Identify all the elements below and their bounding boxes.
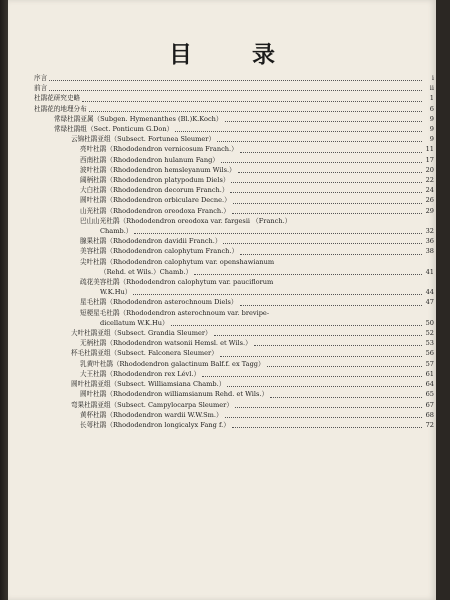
dot-leader [175,131,422,132]
toc-entry-label: 云锦杜鹃亚组（Subsect. Fortunea Sleumer） [71,135,216,144]
toc-entry [34,257,434,267]
toc-page-number: 11 [425,145,434,154]
toc-entry-label: 美容杜鹃（Rhododendron calophytum Franch.） [80,247,239,256]
table-of-contents [34,73,434,430]
toc-page-number: 44 [425,288,434,297]
toc-entry-label: 山光杜鹃（Rhododendron oreodoxa Franch.） [80,206,230,215]
toc-entry-label: 阔柄杜鹃（Rhododendron platypodum Diels） [80,176,230,185]
toc-page-number: 57 [425,359,434,368]
dot-leader [223,243,422,244]
toc-entry-label: 大白杜鹃（Rhododendron decorum Franch.） [80,186,229,195]
dot-leader [217,141,422,142]
toc-entry [34,206,434,216]
toc-page-number: 29 [425,206,434,215]
toc-entry [34,73,434,83]
dot-leader [49,90,422,91]
toc-entry [34,124,434,134]
toc-page-number: 47 [425,298,434,307]
dot-leader [231,182,422,183]
dot-leader [202,376,422,377]
toc-entry-continuation [34,287,434,297]
toc-page-number: 9 [429,125,434,134]
toc-entry [34,216,434,226]
toc-entry [34,246,434,256]
dot-leader [233,203,422,204]
toc-continuation-label: Chamb.） [100,227,133,236]
toc-entry [34,83,434,93]
dot-leader [267,366,422,367]
toc-entry [34,379,434,389]
toc-page-number: 26 [425,196,434,205]
toc-page-number: 61 [425,369,434,378]
toc-entry-label: 常绿杜鹃组（Sect. Ponticum G.Don） [54,125,174,134]
toc-entry [34,144,434,154]
toc-page-number: 56 [425,349,434,358]
toc-entry-label: 亮叶杜鹃（Rhododendron vernicosum Franch.） [80,145,238,154]
toc-entry [34,410,434,420]
toc-entry-label: 圆叶杜鹃亚组（Subsect. Williamsiana Chamb.） [71,380,226,389]
dot-leader [82,101,422,102]
toc-entry-label: 杜鹃花研究史略 [34,94,81,103]
dot-leader [220,356,422,357]
dot-leader [133,294,422,295]
toc-entry-label: 西南杜鹃（Rhododendron hulanum Fang） [80,155,219,164]
toc-entry [34,328,434,338]
dot-leader [235,407,422,408]
toc-entry-label: 圆叶杜鹃（Rhododendron williamsianum Rehd. et Wils.） [80,390,269,399]
dot-leader [240,305,422,306]
toc-continuation-label: （Rehd. et Wils.）Chamb.） [100,267,193,276]
dot-leader [240,254,422,255]
toc-page-number: 6 [429,104,434,113]
dot-leader [270,397,422,398]
dot-leader [230,192,422,193]
dot-leader [227,386,422,387]
toc-page-number: 36 [425,237,434,246]
toc-page-number: 68 [425,410,434,419]
toc-entry [34,175,434,185]
toc-entry-label: 杜鹃花的地理分布 [34,104,87,113]
dot-leader [89,111,422,112]
toc-entry [34,104,434,114]
toc-page-number: 50 [425,318,434,327]
toc-entry [34,165,434,175]
toc-continuation-label: dicellatum W.K.Hu） [100,318,169,327]
toc-page-number: 17 [425,155,434,164]
toc-entry [34,369,434,379]
dot-leader [225,121,422,122]
toc-entry-label: 星毛杜鹃（Rhododendron asterochnoum Diels） [80,298,238,307]
toc-entry [34,338,434,348]
dot-leader [171,325,422,326]
toc-entry [34,236,434,246]
dot-leader [134,233,422,234]
toc-continuation-label: W.K.Hu） [100,288,132,297]
toc-entry-continuation [34,267,434,277]
toc-entry-label: 短梗星毛杜鹃（Rhododendron asterochnoum var. brevipe- [80,308,270,317]
toc-entry-label: 长萼杜鹃（Rhododendron longicalyx Fang f.） [80,420,230,429]
page-title: 目 录 [168,41,301,68]
dot-leader [49,80,422,81]
toc-entry [34,277,434,287]
toc-page-number: 22 [425,176,434,185]
toc-entry [34,155,434,165]
toc-entry-label: 腺果杜鹃（Rhododendron davidii Franch.） [80,237,222,246]
toc-page-number: 24 [425,186,434,195]
toc-entry-label: 弯果杜鹃亚组（Subsect. Campylocarpa Sleumer） [71,400,233,409]
toc-entry-label: 乳黄叶杜鹃（Rhododendron galactinum Balf.f. ex Tagg） [80,359,265,368]
dot-leader [214,335,422,336]
toc-entry [34,359,434,369]
toc-entry-label: 无柄杜鹃（Rhododendron watsonii Hemsl. et Wils.） [80,339,252,348]
toc-page-number: 72 [425,420,434,429]
toc-entry [34,93,434,103]
toc-entry [34,389,434,399]
toc-entry-label: 疏花美容杜鹃（Rhododendron calophytum var. pauciflorum [80,278,274,287]
toc-entry [34,297,434,307]
dot-leader [254,345,422,346]
book-spine-shadow [0,0,8,600]
toc-page-number: 65 [425,390,434,399]
toc-entry [34,114,434,124]
dot-leader [221,162,422,163]
toc-entry-label: 圆叶杜鹃（Rhododendron orbiculare Decne.） [80,196,231,205]
toc-entry-label: 大王杜鹃（Rhododendron rex Lévl.） [80,369,201,378]
dot-leader [232,427,422,428]
toc-page-number: ii [429,84,434,93]
toc-entry [34,185,434,195]
toc-page-number: 9 [429,135,434,144]
toc-entry [34,308,434,318]
toc-entry-continuation [34,226,434,236]
dot-leader [232,213,422,214]
toc-entry-label: 杯毛杜鹃亚组（Subsect. Falconera Sleumer） [71,349,218,358]
toc-entry [34,348,434,358]
toc-page-number: 9 [429,114,434,123]
book-page [8,0,436,600]
toc-page-number: 41 [425,267,434,276]
dot-leader [240,152,422,153]
toc-page-number: 38 [425,247,434,256]
toc-entry [34,400,434,410]
toc-page-number: i [431,74,434,82]
toc-page-number: 64 [425,380,434,389]
toc-entry-label: 前言 [34,84,48,93]
toc-entry-label: 常绿杜鹃亚属（Subgen. Hymenanthes (Bl.)K.Koch） [54,114,223,123]
dot-leader [225,417,422,418]
toc-entry-label: 大叶杜鹃亚组（Subsect. Grandia Sleumer） [71,329,212,338]
toc-entry-label: 波叶杜鹃（Rhododendron hemsleyanum Wils.） [80,165,236,174]
dot-leader [194,274,422,275]
toc-entry-label: 尖叶杜鹃（Rhododendron calophytum var. openshawianum [80,257,275,266]
toc-entry [34,420,434,430]
toc-page-number: 67 [425,400,434,409]
toc-entry-continuation [34,318,434,328]
toc-page-number: 52 [425,329,434,338]
dot-leader [238,172,422,173]
toc-entry [34,195,434,205]
toc-entry-label: 巴山山光杜鹃（Rhododendron oreodoxa var. fargesii （Franch.） [80,216,292,225]
toc-entry [34,134,434,144]
toc-page-number: 53 [425,339,434,348]
toc-entry-label: 黄杯杜鹃（Rhododendron wardii W.W.Sm.） [80,410,223,419]
toc-page-number: 32 [425,227,434,236]
toc-page-number: 20 [425,165,434,174]
toc-page-number: 1 [429,94,434,103]
toc-entry-label: 序言 [34,74,48,82]
